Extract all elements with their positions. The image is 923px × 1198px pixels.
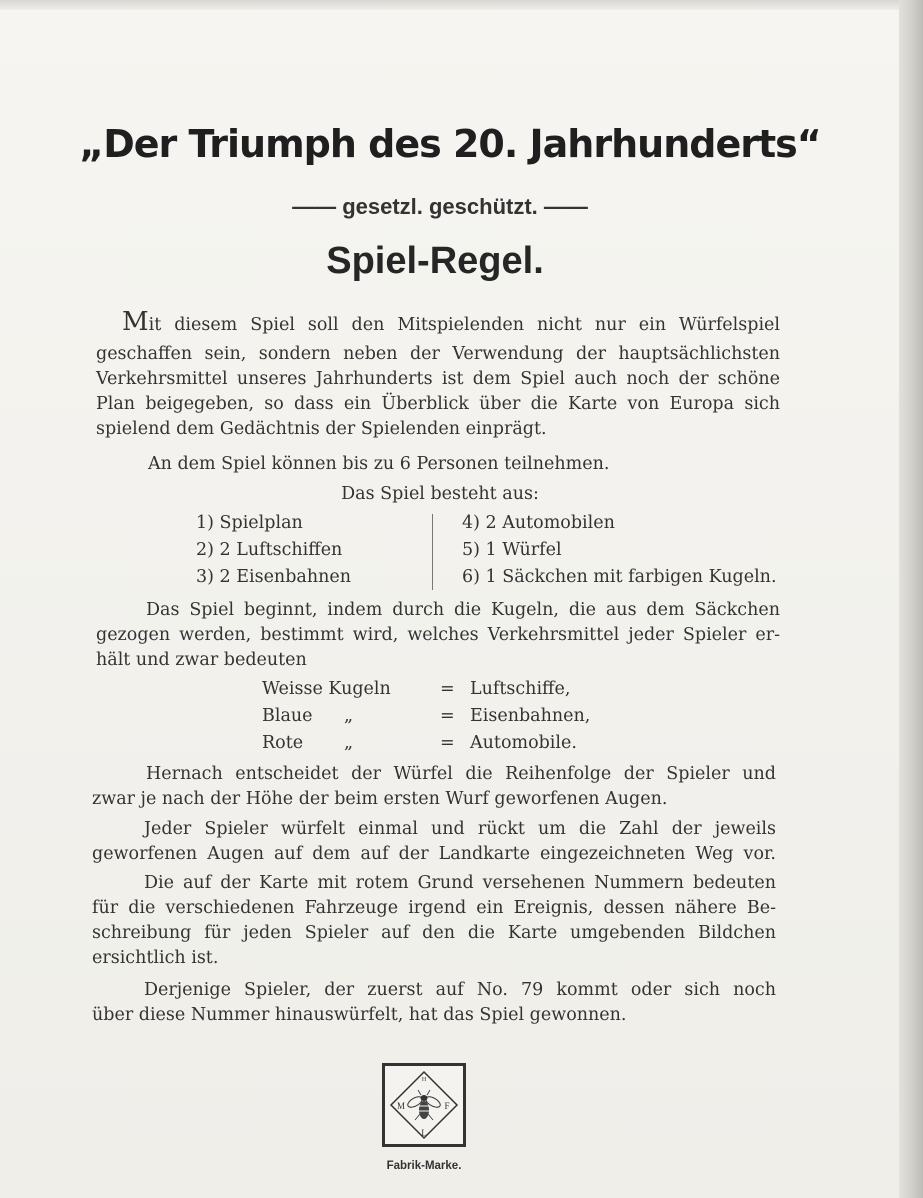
events-line: ersichtlich ist. [92, 948, 219, 968]
trademark-emblem [382, 1063, 466, 1147]
bee-emblem-icon [385, 1066, 463, 1144]
list-item: 1) Spielplan [196, 513, 303, 533]
intro-line: spielend dem Gedächtnis der Spielenden einprägt. [96, 419, 547, 439]
meaning-color-1: Weisse Kugeln [262, 679, 391, 699]
begin-line: hält und zwar bedeuten [96, 650, 307, 670]
intro-dropcap: M [122, 307, 149, 337]
trademark-label: Fabrik-Marke. [386, 1160, 462, 1172]
meaning-ditto-2: „ [344, 706, 354, 726]
events-line: Die auf der Karte mit rotem Grund versehenen Nummern bedeuten [144, 873, 776, 893]
list-divider [432, 514, 433, 590]
meaning-equals-3: = [440, 733, 455, 753]
intro-paragraph [96, 307, 780, 338]
move-paragraph [92, 817, 776, 867]
begin-line: gezogen werden, bestimmt wird, welches Verkehrsmittel jeder Spieler er- [96, 625, 780, 645]
meaning-equals-1: = [440, 679, 455, 699]
meaning-color-3: Rote [262, 733, 304, 753]
meaning-ditto-3: „ [344, 733, 354, 753]
events-line: für die verschiedenen Fahrzeuge irgend ein Ereignis, dessen nähere Be- [92, 898, 776, 918]
begin-paragraph [96, 598, 780, 673]
players-line: An dem Spiel können bis zu 6 Personen teilnehmen. [148, 454, 610, 474]
list-item: 4) 2 Automobilen [462, 513, 615, 533]
events-paragraph [92, 871, 776, 971]
meaning-color-2: Blaue [262, 706, 313, 726]
win-line: Derjenige Spieler, der zuerst auf No. 79 kommt oder sich noch [144, 980, 776, 1000]
move-line: geworfenen Augen auf dem auf der Landkarte eingezeichneten Weg vor. [92, 844, 776, 864]
document-title: „Der Triumph des 20. Jahrhunderts“ [79, 122, 821, 166]
trademark-letter-top: H [421, 1077, 427, 1083]
trademark-letter-left: M [396, 1101, 406, 1111]
contents-list-left [196, 510, 351, 591]
intro-paragraph-rest [96, 342, 780, 442]
order-line: zwar je nach der Höhe der beim ersten Wurf geworfenen Augen. [92, 789, 668, 809]
rules-heading: Spiel-Regel. [326, 240, 544, 282]
events-line: schreibung für jeden Spieler auf den die Karte umgebenden Bildchen [92, 923, 776, 943]
list-item: 5) 1 Würfel [462, 540, 562, 560]
trademark-letter-right: F [444, 1101, 450, 1111]
meaning-vehicle-2: Eisenbahnen, [470, 706, 591, 726]
list-item: 2) 2 Luftschiffen [196, 540, 343, 560]
consists-line: Das Spiel besteht aus: [341, 484, 539, 504]
move-line: Jeder Spieler würfelt einmal und rückt um die Zahl der jeweils [144, 819, 776, 839]
intro-line: Plan beigegeben, so dass ein Überblick über die Karte von Europa sich [96, 394, 780, 414]
meaning-vehicle-1: Luftschiffe, [470, 679, 571, 699]
win-line: über diese Nummer hinauswürfelt, hat das Spiel gewonnen. [92, 1005, 627, 1025]
trademark-letter-bottom: L [421, 1128, 427, 1138]
contents-list-right [462, 510, 777, 591]
intro-line: it diesem Spiel soll den Mitspielenden nicht nur ein Würfelspiel [148, 315, 780, 335]
meaning-vehicle-3: Automobile. [470, 733, 577, 753]
order-paragraph [92, 762, 776, 812]
document-subtitle: —— gesetzl. geschützt. —— [292, 194, 588, 219]
win-paragraph [92, 978, 776, 1028]
intro-line: Verkehrsmittel unseres Jahrhunderts ist dem Spiel auch noch der schöne [96, 369, 780, 389]
intro-line: geschaffen sein, sondern neben der Verwendung der hauptsächlichsten [96, 344, 780, 364]
begin-line: Das Spiel beginnt, indem durch die Kugeln, die aus dem Säckchen [146, 600, 780, 620]
list-item: 6) 1 Säckchen mit farbigen Kugeln. [462, 567, 777, 587]
order-line: Hernach entscheidet der Würfel die Reihenfolge der Spieler und [146, 764, 776, 784]
meaning-equals-2: = [440, 706, 455, 726]
list-item: 3) 2 Eisenbahnen [196, 567, 352, 587]
page-edge-top [0, 0, 923, 10]
page-edge-right [899, 0, 923, 1198]
